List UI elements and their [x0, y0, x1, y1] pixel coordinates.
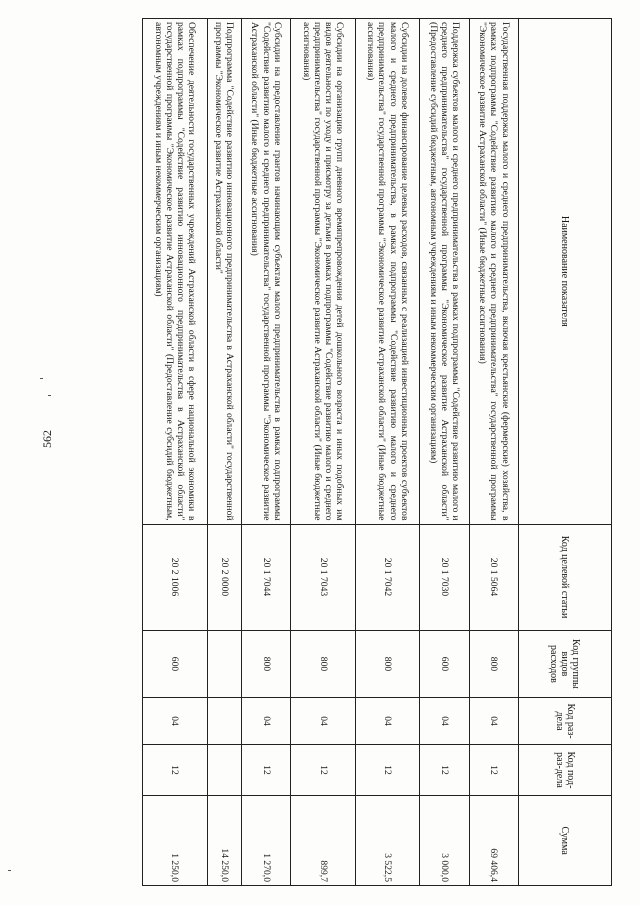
cell-subsection-code: 12 [241, 744, 290, 796]
cell-subsection-code: 12 [469, 744, 518, 796]
table-row [355, 19, 420, 886]
cell-target-code: 20 1 7042 [355, 524, 420, 630]
cell-group-code: 800 [469, 630, 518, 698]
cell-section-code: 04 [291, 698, 356, 744]
cell-group-code: 600 [420, 630, 469, 698]
cell-target-code: 20 1 7043 [291, 524, 356, 630]
table-row [143, 19, 208, 886]
table-row [469, 19, 518, 886]
cell-sum: 1 270,0 [241, 796, 290, 886]
table-row [207, 19, 241, 886]
cell-target-code: 20 1 7044 [241, 524, 290, 630]
cell-subsection-code: 12 [355, 744, 420, 796]
cell-section-code: 04 [469, 698, 518, 744]
header-target-code: Код целевой статьи [519, 524, 612, 630]
cell-sum: 69 406,4 [469, 796, 518, 886]
cell-sum: 1 250,0 [143, 796, 208, 886]
header-section-code: Код раз-дела [519, 698, 612, 744]
cell-sum: 3 000,0 [420, 796, 469, 886]
cell-group-code: 800 [241, 630, 290, 698]
cell-section-code: 04 [355, 698, 420, 744]
cell-sum: 14 250,0 [207, 796, 241, 886]
header-subsection-code: Код под-раз-дела [519, 744, 612, 796]
cell-subsection-code: 12 [420, 744, 469, 796]
cell-section-code: 04 [241, 698, 290, 744]
cell-name: Субсидии на долевое финансирование целевых расходов, связанных с реализацией инвестиционных проектов субъектов малого и среднего предпринимательства, в рамках подпрограммы "Содействие развитию малого и среднего предпринимательства" государственной программы "Экономическое развитие Астраханской области" (Иные бюджетные ассигнования) [355, 19, 420, 525]
table-row [241, 19, 290, 886]
header-group-code: Код группы видов расходов [519, 630, 612, 698]
cell-group-code: 800 [355, 630, 420, 698]
cell-name: Поддержка субъектов малого и среднего предпринимательства в рамках подпрограммы "Содействие развитию малого и среднего предпринимательства" государственной программы "Экономическое развитие Астраханской области" (Предоставление субсидий бюджетным, автономным учреждениям и иным некоммерческим организациям) [420, 19, 469, 525]
cell-section-code: 04 [420, 698, 469, 744]
cell-name: Подпрограмма "Содействие развитию инновационного предпринимательства в Астраханской области" государственной программы "Экономическое развитие Астраханской области" [207, 19, 241, 525]
cell-target-code: 20 1 7030 [420, 524, 469, 630]
cell-name: Субсидии на организацию групп дневного времяпрепровождения детей дошкольного возраста и иных подобных им видов деятельности по уходу и присмотру за детьми в рамках подпрограммы "Содействие развитию малого и среднего предпринимательства" государственной программы "Экономическое развитие Астраханской области" (Иные бюджетные ассигнования) [291, 19, 356, 525]
budget-table [142, 18, 612, 886]
cell-subsection-code: 12 [291, 744, 356, 796]
cell-subsection-code [207, 744, 241, 796]
cell-name: Обеспечение деятельности государственных учреждений Астраханской области в сфере национальной экономики в рамках подпрограммы "Содействие развитию инновационного предпринимательства в Астраханской области" государственной программы "Экономическое развитие Астраханской области" (Предоставление субсидий бюджетным, автономным учреждениям и иным некоммерческим организациям) [143, 19, 208, 525]
cell-target-code: 20 2 0000 [207, 524, 241, 630]
cell-group-code [207, 630, 241, 698]
cell-target-code: 20 1 5064 [469, 524, 518, 630]
cell-section-code: 04 [143, 698, 208, 744]
cell-group-code: 600 [143, 630, 208, 698]
page-number: 562 [40, 430, 54, 448]
header-name: Наименование показателя [519, 19, 612, 525]
cell-group-code: 800 [291, 630, 356, 698]
cell-name: Государственная поддержка малого и среднего предпринимательства, включая крестьянские (фермерские) хозяйства, в рамках подпрограммы "Содействие развитию малого и среднего предпринимательства" государственной программы "Экономическое развитие Астраханской области" (Иные бюджетные ассигнования) [469, 19, 518, 525]
cell-sum: 899,7 [291, 796, 356, 886]
table-row [291, 19, 356, 886]
cell-subsection-code: 12 [143, 744, 208, 796]
cell-sum: 3 522,5 [355, 796, 420, 886]
header-sum: Сумма [519, 796, 612, 886]
table-header-row [519, 19, 612, 886]
cell-name: Субсидии на предоставление грантов начинающим субъектам малого предпринимательства в рамках подпрограммы "Содействие развитию малого и среднего предпринимательства" государственной программы "Экономическое развитие Астраханской области" (Иные бюджетные ассигнования) [241, 19, 290, 525]
rotated-page [142, 18, 612, 886]
cell-target-code: 20 2 1006 [143, 524, 208, 630]
table-row [420, 19, 469, 886]
cell-section-code [207, 698, 241, 744]
